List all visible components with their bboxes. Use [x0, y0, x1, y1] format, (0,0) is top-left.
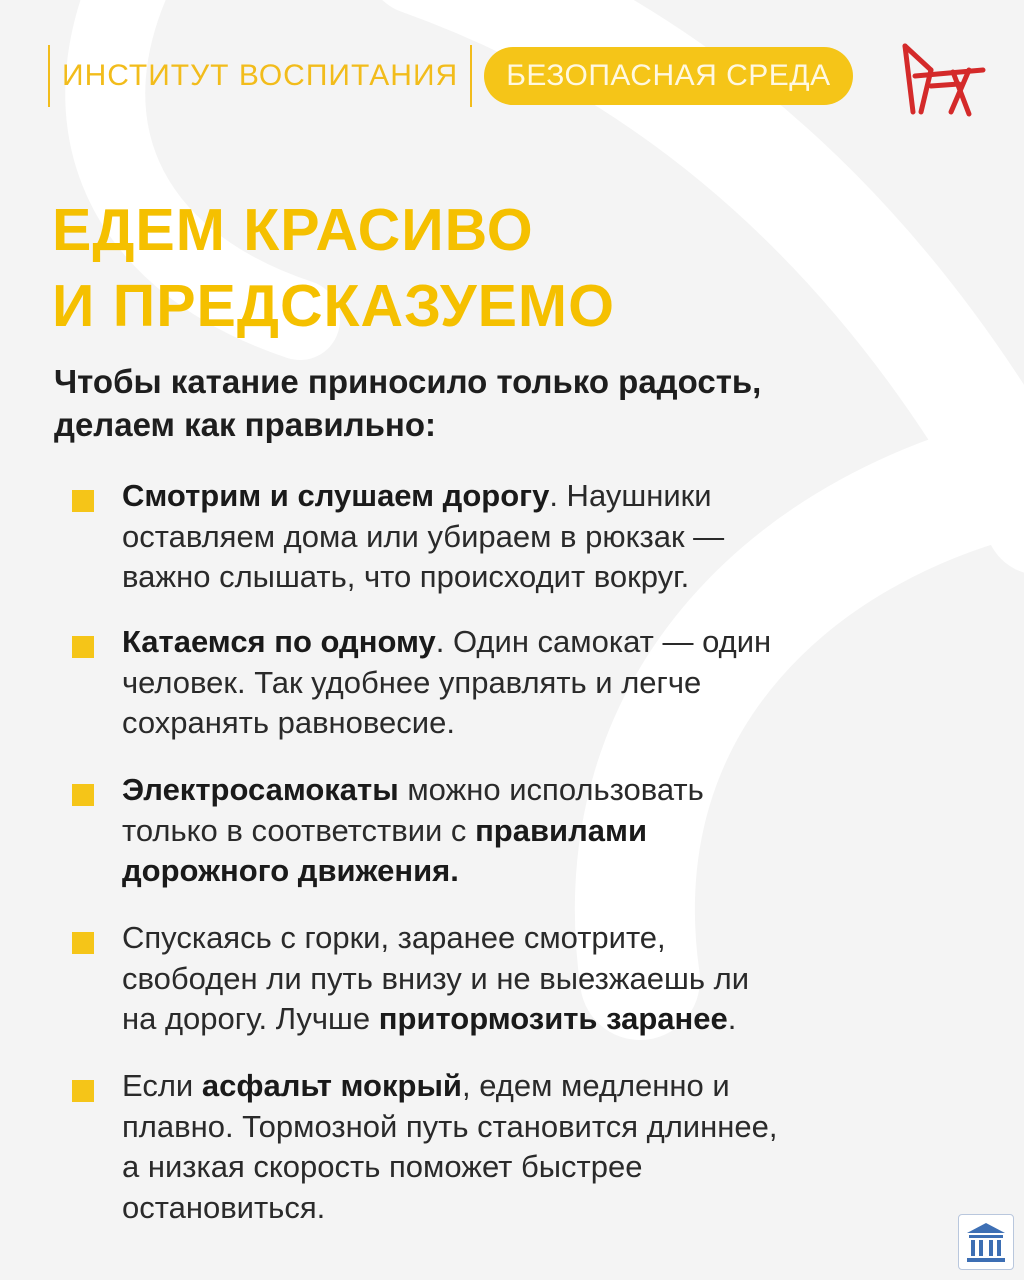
chair-logo-icon — [895, 40, 987, 120]
list-item-text: Если асфальт мокрый, едем медленно и плавно. Тормозной путь становится длиннее, а низкая скорость поможет быстрее остановиться. — [122, 1068, 778, 1225]
intro-line-1: Чтобы катание приносило только радость, — [54, 363, 762, 400]
header — [48, 44, 853, 108]
page-title — [52, 192, 615, 344]
item-bold-text: правилами — [475, 812, 648, 848]
header-divider-right — [470, 45, 472, 107]
title-line-2: И ПРЕДСКАЗУЕМО — [52, 273, 615, 339]
bullet-square-icon — [72, 636, 94, 658]
item-bold-text: притормозить заранее — [378, 1001, 728, 1036]
title-line-1: ЕДЕМ КРАСИВО — [52, 197, 534, 263]
corner-logo-icon — [958, 1214, 1014, 1270]
item-bold-text: Смотрим и слушаем дорогу — [122, 478, 550, 513]
item-bold-text: Электросамокаты — [122, 772, 399, 807]
list-item-text: Смотрим и слушаем дорогу. Наушники оставляем дома или убираем в рюкзак — важно слышать, что происходит вокруг. — [122, 478, 725, 594]
bullet-square-icon — [72, 1080, 94, 1102]
list-item-text: Электросамокаты можно использовать только в соответствии с правилами дорожного движения. — [122, 772, 704, 888]
item-bold-text: дорожного движения. — [122, 853, 459, 888]
bullet-square-icon — [72, 784, 94, 806]
organization-name: ИНСТИТУТ ВОСПИТАНИЯ — [62, 59, 459, 92]
intro-line-2: делаем как правильно: — [54, 406, 437, 443]
bullet-square-icon — [72, 490, 94, 512]
item-bold-text: Катаемся по одному — [122, 624, 436, 659]
topic-badge: БЕЗОПАСНАЯ СРЕДА — [484, 47, 852, 105]
item-bold-text: асфальт мокрый — [201, 1068, 462, 1103]
building-emblem-icon — [959, 1215, 1013, 1269]
list-item-text: Катаемся по одному. Один самокат — один человек. Так удобнее управлять и легче сохранять равновесие. — [122, 624, 772, 740]
bullet-square-icon — [72, 932, 94, 954]
intro-text — [54, 360, 954, 446]
list-item-text: Спускаясь с горки, заранее смотрите, свободен ли путь внизу и не выезжаешь ли на дорогу. Лучше притормозить заранее. — [122, 920, 750, 1036]
